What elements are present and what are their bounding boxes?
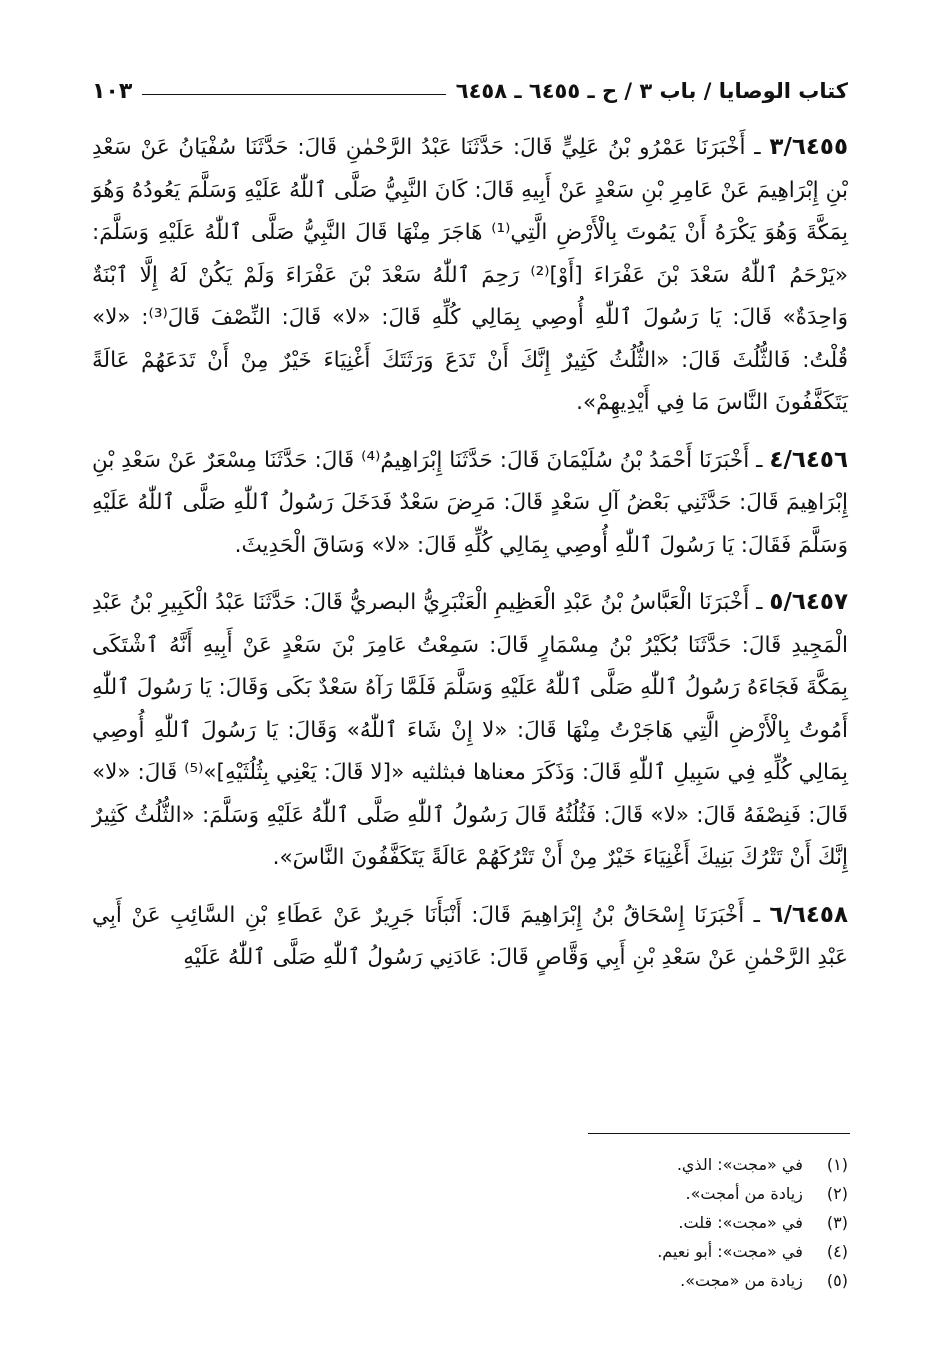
footnote-separator <box>588 1133 850 1134</box>
hadith-text: ـ أَخْبَرَنَا الْعَبَّاسُ بْنُ عَبْدِ الْعَظِيمِ الْعَنْبَرِيُّ البصريُّ قَالَ: حَدَّثَنَا عَبْدُ الْكَبِيرِ بْنُ عَبْدِ الْمَجِيدِ قَالَ: حَدَّثَنَا بُكَيْرُ بْنُ مِسْمَارٍ قَالَ: سَمِعْتُ عَامِرَ بْنَ سَعْدٍ عَنْ أَبِيهِ أَنَّهُ ٱشْتَكَى بِمَكَّةَ فَجَاءَهُ رَسُولُ ٱللّٰهِ صَلَّى ٱللّٰهُ عَلَيْهِ وَسَلَّمَ فَلَمَّا رَآهُ سَعْدٌ بَكَى وَقَالَ: يَا رَسُولَ ٱللّٰهِ أَمُوتُ بِالْأَرْضِ الَّتِي هَاجَرْتُ مِنْهَا قَالَ: «لا إِنْ شَاءَ ٱللّٰهُ» وَقَالَ: يَا رَسُولَ ٱللّٰهِ أُوصِي بِمَالِي كُلِّهِ فِي سَبِيلِ ٱللّٰهِ قَالَ: وَذَكَرَ معناها فبثلثيه «[لا قَالَ: يَعْنِي بِثُلُثَيْهِ]»⁽⁵⁾ قَالَ: «لا» قَالَ: فَنِصْفَهُ قَالَ: «لا» قَالَ: فَثُلُثُهُ قَالَ رَسُولُ ٱللّٰهِ صَلَّى ٱللّٰهُ عَلَيْهِ وَسَلَّمَ: «الثُّلُثُ كَثِيرٌ إِنَّكَ أَنْ تَتْرُكَ بَنِيكَ أَغْنِيَاءَ خَيْرٌ مِنْ أَنْ تَتْرُكَهُمْ عَالَةً يَتَكَفَّفُونَ النَّاسَ». <box>92 590 849 870</box>
hadith-paragraph <box>92 126 848 425</box>
footnote <box>92 1150 848 1179</box>
hadith-number: ٦/٦٤٥٨ <box>769 901 848 928</box>
footnote-number: (٥) <box>826 1271 848 1290</box>
footnote-number: (١) <box>826 1155 848 1174</box>
hadith-paragraph <box>92 439 848 568</box>
hadith-number: ٥/٦٤٥٧ <box>769 589 848 615</box>
footnote-text: في «مجت»: أبو نعيم. <box>657 1242 803 1261</box>
page-number: ١٠٣ <box>92 78 133 104</box>
footnote <box>92 1208 848 1237</box>
header-rule <box>142 94 446 95</box>
footnote-text: زيادة من أمجت». <box>685 1184 803 1203</box>
footnote-number: (٤) <box>826 1242 848 1261</box>
hadith-text: ـ أَخْبَرَنَا أَحْمَدُ بْنُ سُلَيْمَانَ قَالَ: حَدَّثَنَا إِبْرَاهِيمُ⁽⁴⁾ قَالَ: حَدَّثَنَا مِسْعَرٌ عَنْ سَعْدِ بْنِ إِبْرَاهِيمَ قَالَ: حَدَّثَنِي بَعْضُ آلِ سَعْدٍ قَالَ: مَرِضَ سَعْدٌ فَدَخَلَ رَسُولُ ٱللّٰهِ صَلَّى ٱللّٰهُ عَلَيْهِ وَسَلَّمَ فَقَالَ: يَا رَسُولَ ٱللّٰهِ أُوصِي بِمَالِي كُلِّهِ قَالَ: «لا» وَسَاقَ الْحَدِيثَ. <box>92 447 848 558</box>
footnote <box>92 1179 848 1208</box>
hadith-number: ٤/٦٤٥٦ <box>769 446 848 473</box>
hadith-paragraph <box>92 581 848 880</box>
footnote-number: (٣) <box>826 1213 848 1232</box>
running-title: كتاب الوصايا / باب ٣ / ح ـ ٦٤٥٥ ـ ٦٤٥٨ <box>455 79 848 103</box>
footnotes <box>92 1150 848 1295</box>
hadith-paragraph <box>92 894 848 980</box>
footnote <box>92 1266 848 1295</box>
hadith-text: ـ أَخْبَرَنَا عَمْرُو بْنُ عَلِيٍّ قَالَ: حَدَّثَنَا عَبْدُ الرَّحْمٰنِ قَالَ: حَدَّثَنَا سُفْيَانُ عَنْ سَعْدِ بْنِ إِبْرَاهِيمَ عَنْ عَامِرِ بْنِ سَعْدٍ عَنْ أَبِيهِ قَالَ: كَانَ النَّبِيُّ صَلَّى ٱللّٰهُ عَلَيْهِ وَسَلَّمَ يَعُودُهُ وَهُوَ بِمَكَّةَ وَهُوَ يَكْرَهُ أَنْ يَمُوتَ بِالْأَرْضِ الَّتِي⁽¹⁾ هَاجَرَ مِنْهَا قَالَ النَّبِيُّ صَلَّى ٱللّٰهُ عَلَيْهِ وَسَلَّمَ: «يَرْحَمُ ٱللّٰهُ سَعْدَ بْنَ عَفْرَاءَ [أَوْ]⁽²⁾ رَحِمَ ٱللّٰهُ سَعْدَ بْنَ عَفْرَاءَ وَلَمْ يَكُنْ لَهُ إِلَّا ٱبْنَةٌ وَاحِدَةٌ» قَالَ: يَا رَسُولَ ٱللّٰهِ أُوصِي بِمَالِي كُلِّهِ قَالَ: «لا» قَالَ: النِّصْفَ قَالَ⁽³⁾: «لا» قُلْتُ: فَالثُّلُثَ قَالَ: «الثُّلُثُ كَثِيرٌ إِنَّكَ أَنْ تَدَعَ وَرَثَتَكَ أَغْنِيَاءَ خَيْرٌ مِنْ أَنْ تَدَعَهُمْ عَالَةً يَتَكَفَّفُونَ النَّاسَ مَا فِي أَيْدِيهِمْ». <box>92 135 848 415</box>
footnote-text: في «مجت»: الذي. <box>676 1155 803 1174</box>
footnote-text: في «مجت»: قلت. <box>678 1213 803 1232</box>
footnote-number: (٢) <box>826 1184 848 1203</box>
page-header <box>92 74 848 108</box>
hadith-number: ٣/٦٤٥٥ <box>769 134 848 160</box>
footnote-text: زيادة من «مجت». <box>680 1271 803 1290</box>
hadith-text: ـ أَخْبَرَنَا إِسْحَاقُ بْنُ إِبْرَاهِيمَ قَالَ: أَنْبَأَنَا جَرِيرٌ عَنْ عَطَاءِ بْنِ السَّائِبِ عَنْ أَبِي عَبْدِ الرَّحْمٰنِ عَنْ سَعْدِ بْنِ أَبِي وَقَّاصٍ قَالَ: عَادَنِي رَسُولُ ٱللّٰهِ صَلَّى ٱللّٰهُ عَلَيْهِ <box>92 902 848 970</box>
footnote <box>92 1237 848 1266</box>
main-text <box>92 126 848 994</box>
